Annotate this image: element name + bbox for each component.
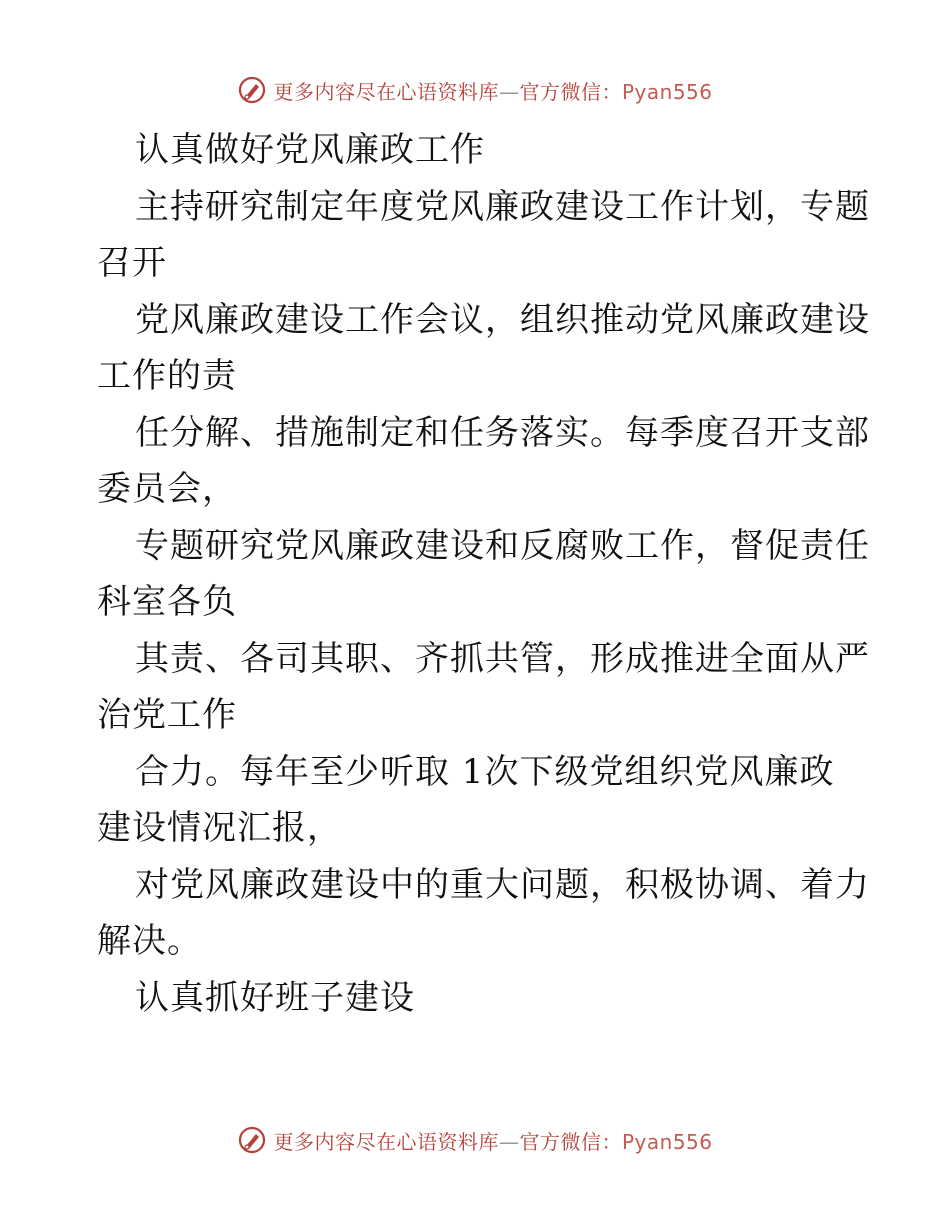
document-line: 认真抓好班子建设 <box>135 977 415 1018</box>
document-line: 工作的责 <box>97 356 237 396</box>
header-watermark-account-id: Pyan556 <box>621 79 713 104</box>
document-line: 治党工作 <box>97 695 237 735</box>
document-line: 任分解、措施制定和任务落实。每季度召开支部 <box>135 412 870 453</box>
header-watermark <box>0 70 950 110</box>
footer-watermark-account-prefix: 官方微信： <box>519 1129 622 1154</box>
header-watermark-main: 更多内容尽在心语资料库 <box>273 79 499 104</box>
footer-watermark-main: 更多内容尽在心语资料库 <box>273 1129 499 1154</box>
document-line: 专题研究党风廉政建设和反腐败工作，督促责任 <box>135 525 870 566</box>
pen-logo-icon <box>237 75 267 105</box>
document-line: 召开 <box>97 243 167 283</box>
pen-logo-icon <box>237 1125 267 1155</box>
document-line: 党风廉政建设工作会议，组织推动党风廉政建设 <box>135 299 870 340</box>
header-watermark-account-prefix: 官方微信： <box>519 79 622 104</box>
document-line: 科室各负 <box>97 582 237 622</box>
document-line: 对党风廉政建设中的重大问题，积极协调、着力 <box>135 864 870 905</box>
document-line: 主持研究制定年度党风廉政建设工作计划，专题 <box>135 186 870 227</box>
document-line: 解决。 <box>97 921 202 961</box>
header-watermark-text <box>273 76 712 105</box>
header-watermark-separator: — <box>498 79 520 104</box>
document-line: 认真做好党风廉政工作 <box>135 130 485 170</box>
footer-watermark-account-id: Pyan556 <box>621 1129 713 1154</box>
footer-watermark-text <box>273 1126 712 1155</box>
document-line: 建设情况汇报， <box>97 808 342 848</box>
document-line: 合力。每年至少听取 1次下级党组织党风廉政 <box>135 751 835 792</box>
document-line: 委员会， <box>97 469 237 509</box>
footer-watermark-separator: — <box>498 1129 520 1154</box>
footer-watermark <box>0 1120 950 1160</box>
document-line: 其责、各司其职、齐抓共管，形成推进全面从严 <box>135 638 870 679</box>
document-body <box>97 122 870 1026</box>
